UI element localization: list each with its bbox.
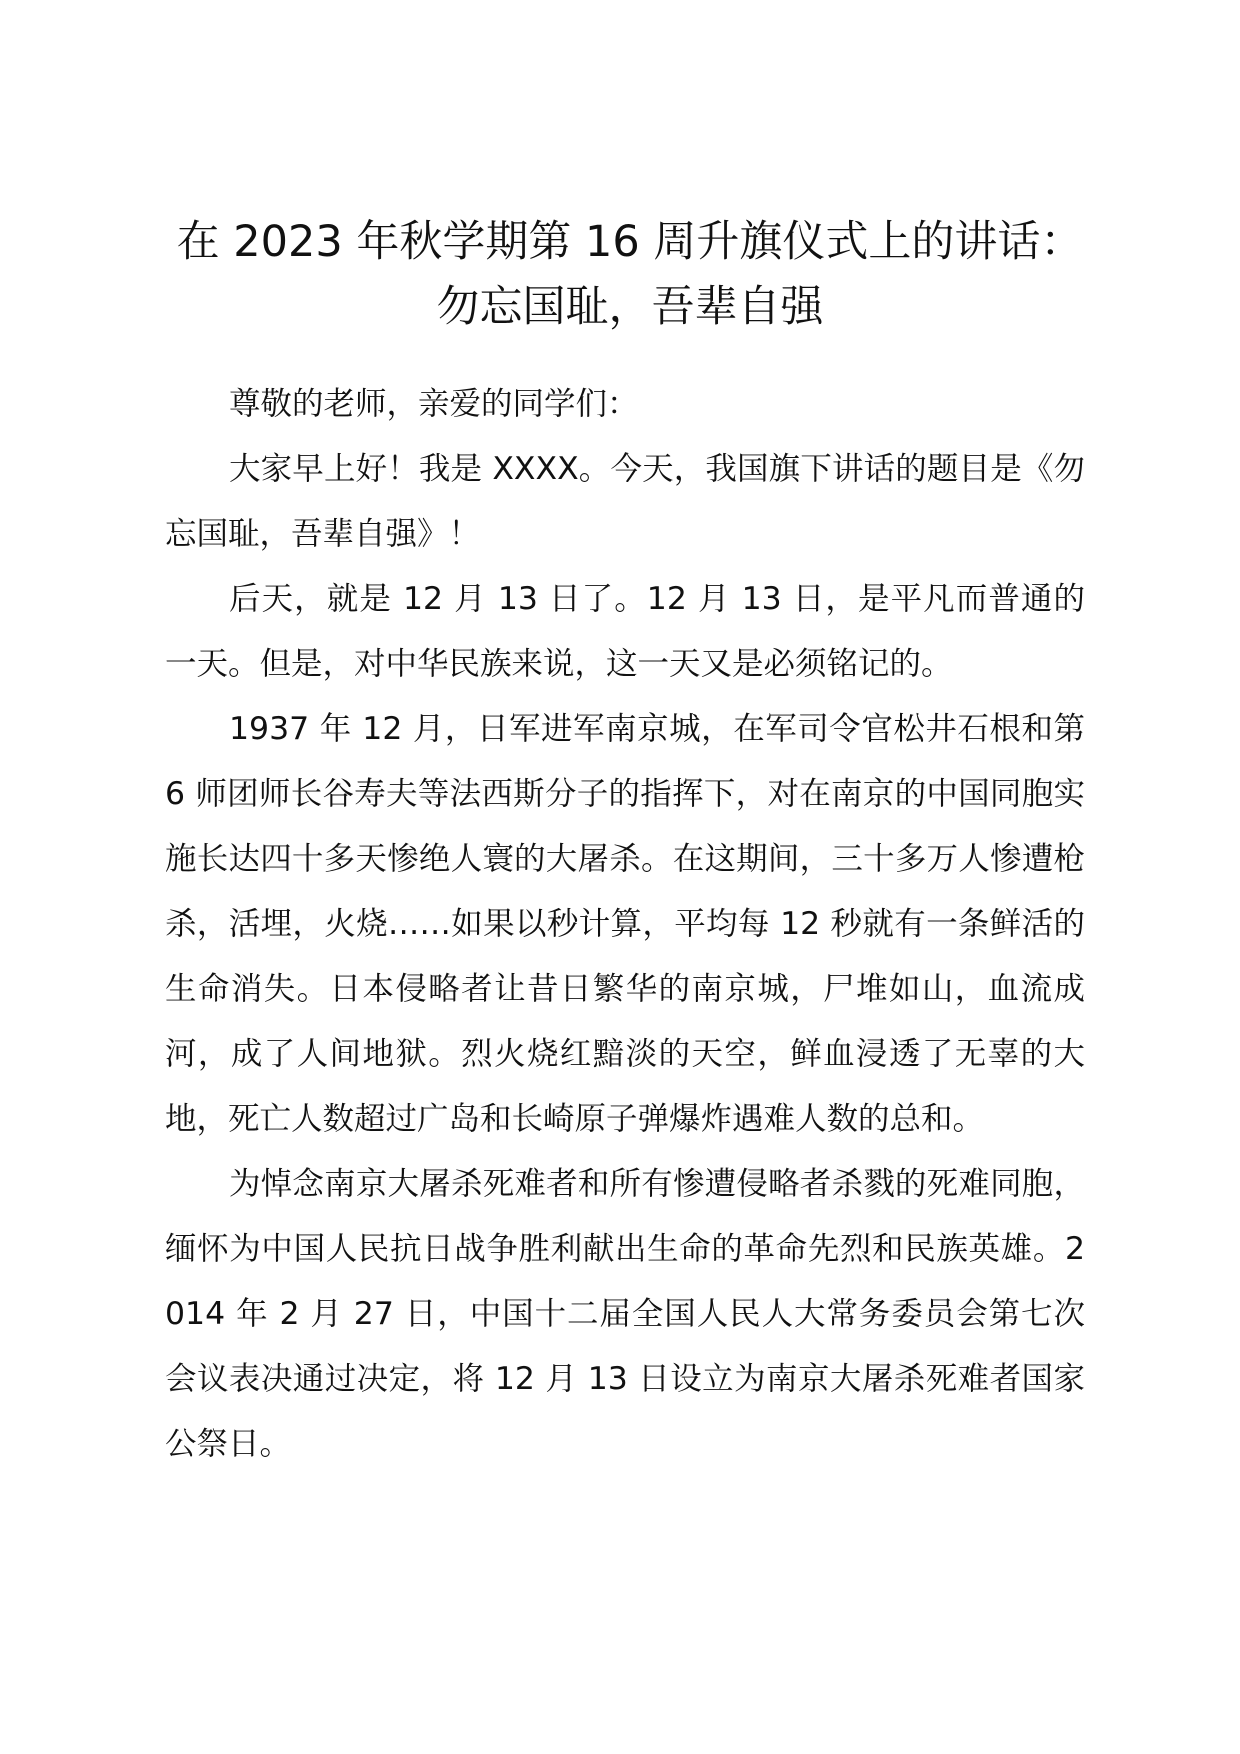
salutation: 尊敬的老师，亲爱的同学们： <box>229 386 639 422</box>
speech-body <box>165 372 1085 1477</box>
paragraph-history: 1937 年 12 月，日军进军南京城，在军司令官松井石根和第 6 师团师长谷寿夫等法西斯分子的指挥下，对在南京的中国同胞实施长达四十多天惨绝人寰的大屠杀。在这期间，三十多万人惨遭枪杀，活埋，火烧……如果以秒计算，平均每 12 秒就有一条鲜活的生命消失。日本侵略者让昔日繁华的南京城，尸堆如山，血流成河，成了人间地狱。烈火烧红黯淡的天空，鲜血浸透了无辜的大地，死亡人数超过广岛和长崎原子弹爆炸遇难人数的总和。 <box>165 711 1085 1137</box>
paragraph-greeting: 大家早上好！我是 XXXX。今天，我国旗下讲话的题目是《勿忘国耻，吾辈自强》！ <box>165 451 1085 552</box>
title-line-1: 在 2023 年秋学期第 16 周升旗仪式上的讲话： <box>176 217 1084 267</box>
title-line-2: 勿忘国耻，吾辈自强 <box>436 282 824 332</box>
paragraph-date: 后天，就是 12 月 13 日了。12 月 13 日，是平凡而普通的一天。但是，对中华民族来说，这一天又是必须铭记的。 <box>165 581 1085 682</box>
speech-title <box>160 210 1100 340</box>
paragraph-memorial-day: 为悼念南京大屠杀死难者和所有惨遭侵略者杀戮的死难同胞，缅怀为中国人民抗日战争胜利献出生命的革命先烈和民族英雄。2014 年 2 月 27 日，中国十二届全国人民人大常务委员会第七次会议表决通过决定，将 12 月 13 日设立为南京大屠杀死难者国家公祭日。 <box>165 1166 1085 1462</box>
